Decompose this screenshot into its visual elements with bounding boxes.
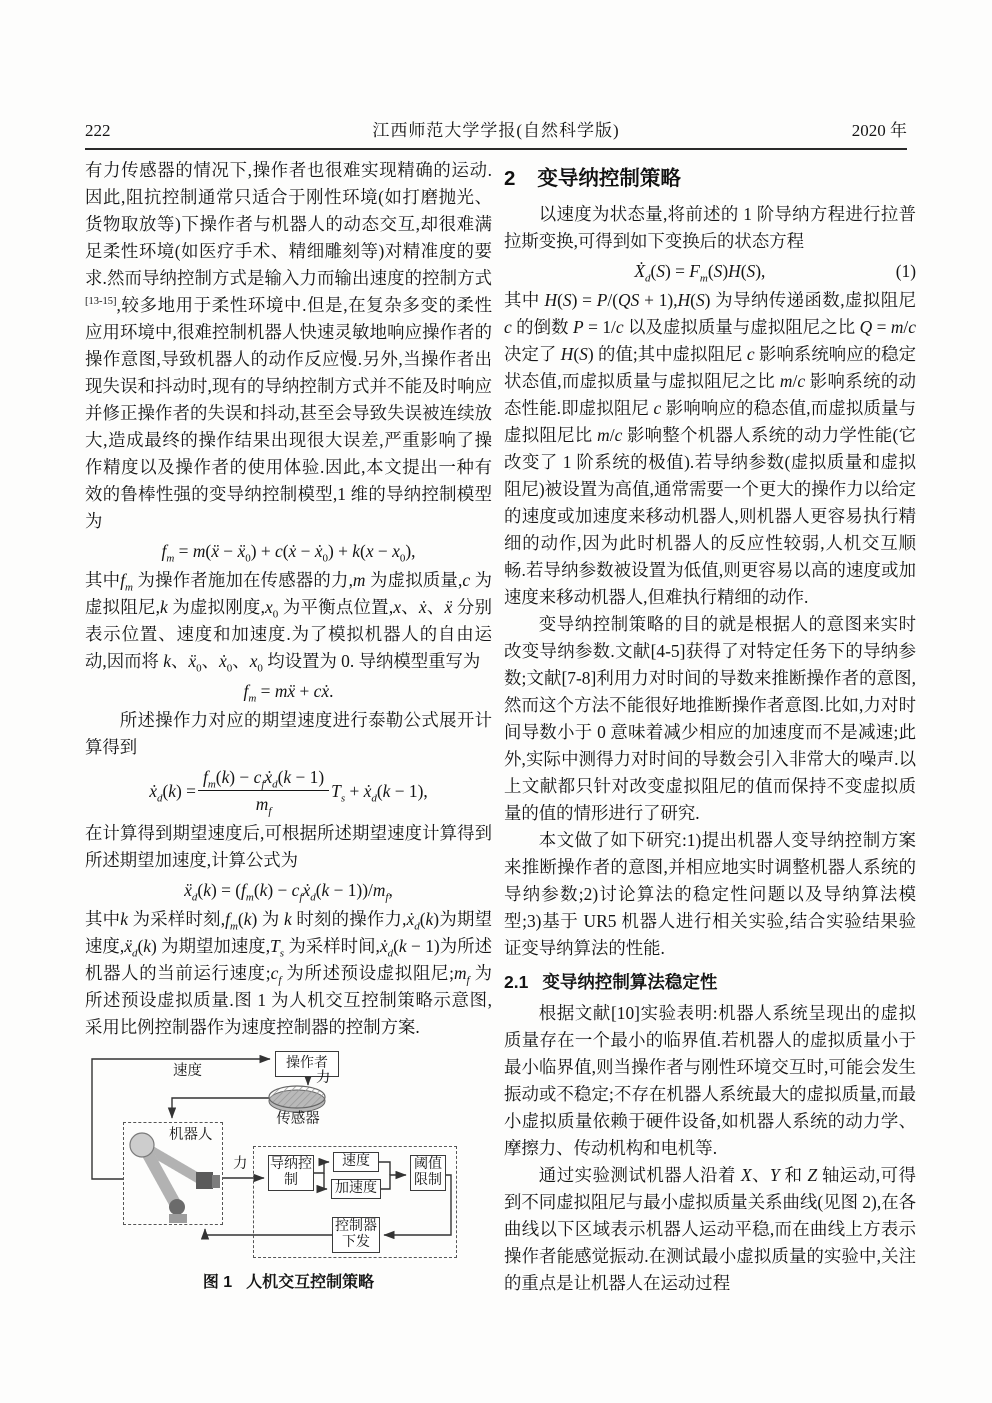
formula-rewritten-model: $f_m$ = mẍ + cẋ. — [243, 681, 334, 705]
formula-lhs: ẋ$_d$(k) = — [149, 780, 196, 804]
paragraph: 其中 H(S) = P/(QS + 1),H(S) 为导纳传递函数,虚拟阻尼 c 的倒数 P = 1/c 以及虚拟质量与虚拟阻尼之比 Q = m/c 决定了 H(S) 的值;其中虚拟阻尼 c 影响系统响应的稳定状态值,而虚拟质量与虚拟阻尼之比 m/c 影响系统的动态性能.即虚拟阻尼 c 影响响应的稳态值,而虚拟质量与虚拟阻尼比 m/c 影响整个机器人系统的动力学性能(它改变了 1 阶系统的极值).若导纳参数(虚拟质量和虚拟阻尼)被设置为高值,通常需要一个更大的操作力以给定的速度或加速度来移动机器人,则机器人更容易执行精细的动作,因为此时机器人的反应性较弱,人机交互顺畅.若导纳参数被设置为低值,则更容易以高的速度或加速度来移动机器人,但难执行精细的动作. — [504, 290, 916, 607]
sensor-disc-icon — [269, 1086, 325, 1112]
figure-1-diagram — [85, 1049, 492, 1263]
right-column — [504, 157, 916, 1297]
issue-year: 2020 年 — [851, 121, 907, 140]
paragraph: 所述操作力对应的期望速度进行泰勒公式展开计算得到 — [85, 710, 492, 757]
formula-desired-velocity — [85, 765, 492, 816]
journal-title: 江西师范大学学报(自然科学版) — [372, 121, 620, 140]
section-number: 2 — [504, 167, 516, 190]
figure-1-caption — [85, 1269, 492, 1292]
formula-rhs: $T_s$ + ẋ$_d$(k − 1), — [331, 780, 428, 804]
figure-1 — [85, 1049, 492, 1292]
figure-1-caption-text: 人机交互控制策略 — [246, 1274, 375, 1291]
robot-label: 机器人 — [169, 1127, 213, 1143]
threshold-limit-block: 阈值限制 — [410, 1155, 446, 1191]
arrow-sensor-to-robot — [172, 1098, 269, 1118]
figure-1-caption-label: 图 1 — [202, 1274, 233, 1291]
paragraph: 本文做了如下研究:1)提出机器人变导纳控制方案来推断操作者的意图,并相应地实时调整机器人系统的导纳参数;2)讨论算法的稳定性问题以及导纳算法模型;3)基于 UR5 机器人进行相关实验,结合实验结果验证变导纳算法的性能. — [504, 830, 916, 958]
paragraph: 其中$f_m$ 为操作者施加在传感器的力,m 为虚拟质量,c 为虚拟阻尼,k 为虚拟刚度$,x_0$ 为平衡点位置,x、ẋ、ẍ 分别表示位置、速度和加速度.为了模拟机器人的自由运动,因而将 k、ẍ$_0$、ẋ$_0$、$x_0$ 均设置为 0. 导纳模型重写为 — [85, 570, 492, 675]
admittance-control-block: 导纳控制 — [268, 1155, 314, 1191]
paragraph: 根据文献[10]实验表明:机器人系统呈现出的虚拟质量存在一个最小的临界值.若机器人的虚拟质量小于最小临界值,则当操作者与刚性环境交互时,可能会发生振动或不稳定;不存在机器人系统最大的虚拟质量,而最小虚拟质量依赖于硬件设备,如机器人系统的动力学、摩擦力、传动机构和电机等. — [504, 1003, 916, 1158]
sensor-label: 传感器 — [276, 1111, 320, 1127]
left-column — [85, 157, 492, 1292]
page-number: 222 — [85, 121, 111, 140]
section-heading — [504, 161, 916, 191]
paragraph: 有力传感器的情况下,操作者也很难实现精确的运动.因此,阻抗控制通常只适合于刚性环境(如打磨抛光、货物取放等)下操作者与机器人的动态交互,却很难满足柔性环境(如医疗手术、精细雕刻等)对精准度的要求.然而导纳控制方式是输入力而输出速度的控制方式[13-15],较多地用于柔性环境中.但是,在复杂多变的柔性应用环境中,很难控制机器人快速灵敏地响应操作者的操作意图,导致机器人的动作反应慢.另外,当操作者出现失误和抖动时,现有的导纳控制方式并不能及时响应并修正操作者的失误和抖动,甚至会导致失误被连续放大,造成最终的操作结果出现很大误差,严重影响了操作精度以及操作者的使用体验.因此,本文提出一种有效的鲁棒性强的变导纳控制模型,1 维的导纳控制模型为 — [85, 160, 492, 531]
speed-feedback-label: 速度 — [173, 1063, 202, 1079]
equation-1-body: Ẋ$_d$(S) = $F_m(S)H(S)$, — [634, 261, 766, 285]
force-label-mid: 力 — [233, 1156, 248, 1172]
acceleration-block: 加速度 — [331, 1179, 381, 1199]
running-header — [85, 116, 907, 150]
section-title: 变导纳控制策略 — [537, 167, 681, 190]
fraction-numerator: $f_m(k)$ − $c_fẋ_d(k - 1)$ — [198, 765, 329, 791]
force-label-top: 力 — [316, 1070, 331, 1086]
controller-dispatch-block: 控制器下发 — [332, 1217, 380, 1253]
subsection-title: 变导纳控制算法稳定性 — [542, 972, 718, 992]
velocity-block: 速度 — [333, 1152, 379, 1172]
paragraph: 在计算得到期望速度后,可根据所述期望速度计算得到所述期望加速度,计算公式为 — [85, 823, 492, 870]
paragraph: 通过实验测试机器人沿着 X、Y 和 Z 轴运动,可得到不同虚拟阻尼与最小虚拟质量关系曲线(见图 2),在各曲线以下区域表示机器人运动平稳,而在曲线上方表示操作者能感觉振动.在测试最小虚拟质量的实验中,关注的重点是让机器人在运动过程 — [504, 1165, 916, 1293]
operator-block: 操作者 — [275, 1051, 339, 1077]
paragraph: 其中k 为采样时刻$,f_m(k)$ 为 k 时刻的操作力,ẋ$_d$(k)为期望速度,ẍ$_d$(k) 为期望加速度$,T_s$ 为采样时间,ẋ$_d$(k − 1)为所述机器人的当前运行速度$;c_f$ 为所述预设虚拟阻尼$;m_f$ 为所述预设虚拟质量.图 1 为人机交互控制策略示意图,采用比例控制器作为速度控制器的控制方案. — [85, 909, 492, 1037]
subsection-heading — [504, 969, 916, 994]
formula-admittance-model: $f_m$ = m(ẍ − ẍ$_0$) + c(ẋ − ẋ$_0$) + $k(x - x_0)$, — [161, 541, 416, 565]
formula-desired-acceleration: ẍ$_d$(k) = ($f_m(k)$ − $c_fẋ_d(k - 1))/m_f$, — [184, 880, 393, 904]
paragraph: 以速度为状态量,将前述的 1 阶导纳方程进行拉普拉斯变换,可得到如下变换后的状态方程 — [504, 204, 916, 251]
equation-1 — [504, 255, 916, 287]
fraction-denominator: $m_f$ — [255, 794, 272, 818]
equation-1-number: (1) — [895, 261, 916, 281]
fraction — [198, 765, 329, 816]
paragraph: 变导纳控制策略的目的就是根据人的意图来实时改变导纳参数.文献[4-5]获得了对特定任务下的导纳参数;文献[7-8]利用力对时间的导数来推断操作者的意图,然而这个方法不能很好地推断操作者意图.比如,力对时间导数小于 0 意味着减少相应的加速度而不是减速;此外,实际中测得力对时间的导数会引入非常大的噪声.以上文献都只针对改变虚拟阻尼的值而保持不变虚拟质量的值的情形进行了研究. — [504, 614, 916, 823]
subsection-number: 2.1 — [504, 972, 529, 992]
